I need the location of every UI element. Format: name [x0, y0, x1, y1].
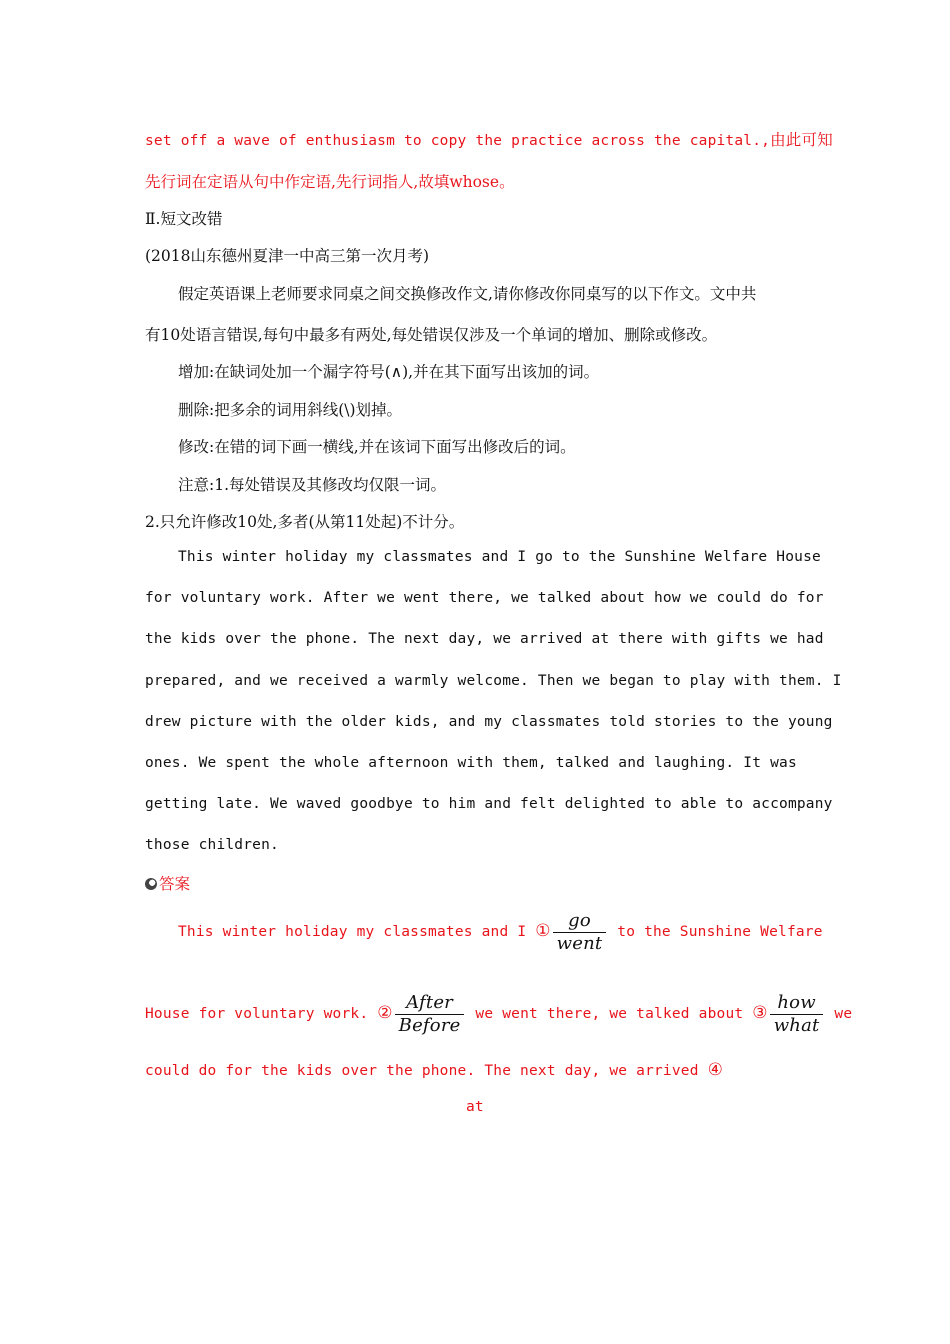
passage-line: those children. [145, 837, 279, 853]
passage-line: the kids over the phone. The next day, we arrived at there with gifts we had [145, 631, 824, 647]
instruction-para-line-2: 有10处语言错误,每句中最多有两处,每处错误仅涉及一个单词的增加、删除或修改。 [145, 326, 718, 344]
instruction-note-2: 2.只允许修改10处,多者(从第11处起)不计分。 [145, 513, 465, 531]
section-title: Ⅱ.短文改错 [145, 210, 223, 228]
explanation-line-2: 先行词在定语从句中作定语,先行词指人,故填whose。 [145, 173, 515, 191]
instruction-modify: 修改:在错的词下画一横线,并在该词下面写出修改后的词。 [178, 438, 576, 456]
instruction-note-1: 注意:1.每处错误及其修改均仅限一词。 [178, 476, 447, 494]
source-note: (2018山东德州夏津一中高三第一次月考) [145, 247, 430, 265]
answer-line-2: House for voluntary work. ② $\frac{\text{After}}{\text{Before}}$ we went there, we talked about ③ $\frac{\text{how}}{\text{what}}$ we [145, 992, 853, 1036]
passage-line: getting late. We waved goodbye to him and felt delighted to able to accompany [145, 796, 833, 812]
answer-label: 答案 [145, 872, 810, 894]
answer-line-1: This winter holiday my classmates and I ① $\frac{go}{\text{went}}$ to the Sunshine Welfare [178, 910, 823, 954]
answer-icon [145, 878, 157, 890]
answer-line-4: at [466, 1099, 484, 1115]
answer-line-3: could do for the kids over the phone. The next day, we arrived ④ [145, 1060, 724, 1080]
passage-line: prepared, and we received a warmly welcome. Then we began to play with them. I [145, 673, 842, 689]
passage-line: drew picture with the older kids, and my classmates told stories to the young [145, 714, 833, 730]
explanation-line-1: set off a wave of enthusiasm to copy the practice across the capital.,由此可知 [145, 131, 833, 149]
instruction-add: 增加:在缺词处加一个漏字符号(∧),并在其下面写出该加的词。 [178, 363, 600, 381]
correction-3: $\frac{\text{how}}{\text{what}}$ [770, 992, 824, 1036]
correction-1: $\frac{go}{\text{went}}$ [553, 910, 607, 954]
correction-2: $\frac{\text{After}}{\text{Before}}$ [395, 992, 465, 1036]
passage-line: for voluntary work. After we went there, we talked about how we could do for [145, 590, 824, 606]
passage-line: This winter holiday my classmates and I go to the Sunshine Welfare House [178, 549, 821, 565]
instruction-delete: 删除:把多余的词用斜线(\)划掉。 [178, 401, 403, 419]
passage-line: ones. We spent the whole afternoon with them, talked and laughing. It was [145, 755, 797, 771]
instruction-para-line-1: 假定英语课上老师要求同桌之间交换修改作文,请你修改你同桌写的以下作文。文中共 [178, 285, 757, 303]
